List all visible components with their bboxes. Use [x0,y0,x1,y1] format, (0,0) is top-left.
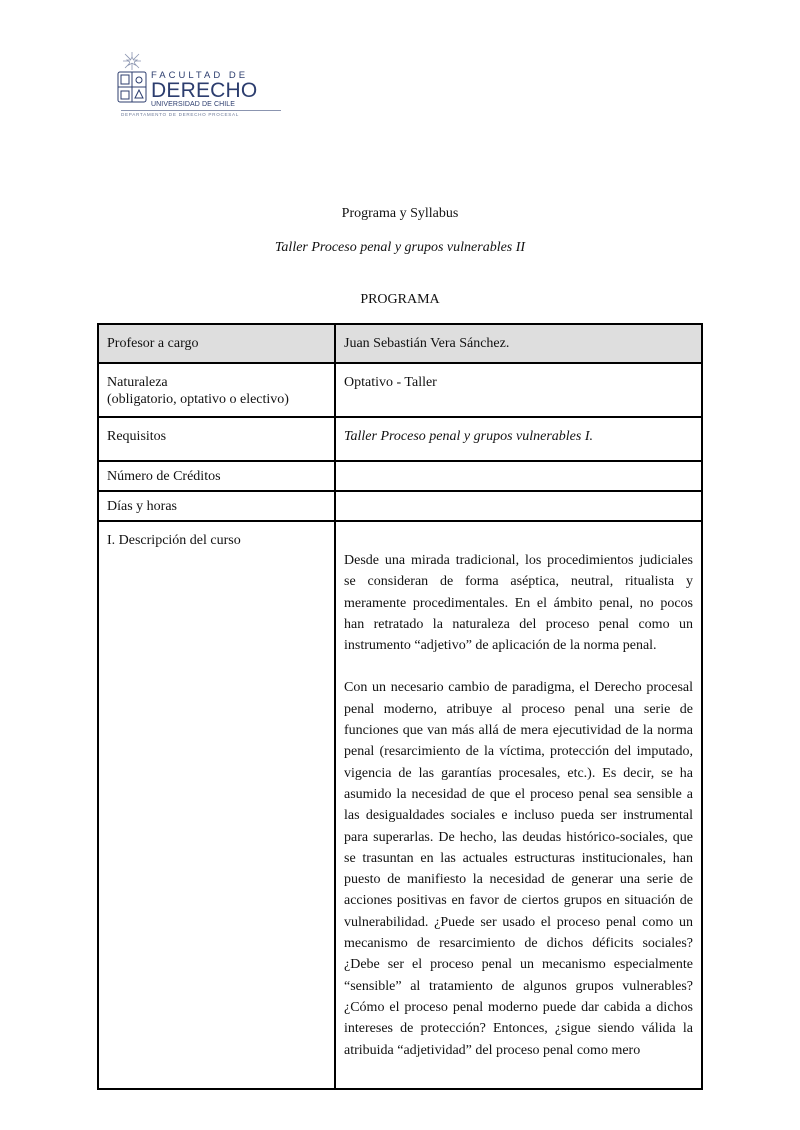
schedule-label: Días y horas [98,491,335,521]
professor-value: Juan Sebastián Vera Sánchez. [335,324,702,363]
nature-label: Naturaleza [107,375,168,390]
logo-text [121,70,258,117]
description-value [335,521,702,1089]
logo-faculty-label: FACULTAD DE [151,70,249,81]
nature-label-cell [98,363,335,417]
professor-label: Profesor a cargo [98,324,335,363]
faculty-logo [115,50,275,120]
description-label: I. Descripción del curso [98,521,335,1089]
document-title: Programa y Syllabus [341,206,459,221]
credits-label: Número de Créditos [98,461,335,491]
table-row [98,461,702,491]
description-text [344,532,693,1061]
requirements-label: Requisitos [98,417,335,461]
table-row [98,324,702,363]
description-paragraph: Desde una mirada tradicional, los procedimientos judiciales se consideran de forma aséptica, neutral, ritualista y meramente procedimentales. En el ámbito penal, no pocos han retratado la naturaleza del proceso penal como un instrumento “adjetivo” de aplicación de la norma penal. [344,553,693,654]
credits-value [335,461,702,491]
university-crest-icon [115,50,149,116]
table-row [98,417,702,461]
course-title: Taller Proceso penal y grupos vulnerables II [274,240,526,255]
program-table [97,323,703,1090]
nature-label-hint: (obligatorio, optativo o electivo) [107,392,289,407]
table-row [98,363,702,417]
requirements-value: Taller Proceso penal y grupos vulnerables I. [335,417,702,461]
logo-department-name: DEPARTAMENTO DE DERECHO PROCESAL [121,110,281,117]
table-row [98,491,702,521]
table-row [98,521,702,1089]
logo-university-name: UNIVERSIDAD DE CHILE [151,101,236,108]
schedule-value [335,491,702,521]
nature-value: Optativo - Taller [335,363,702,417]
description-paragraph: Con un necesario cambio de paradigma, el Derecho procesal penal moderno, atribuye al proceso penal una serie de funciones que van más allá de mera ejecutividad de la norma penal (resarcimiento de la víctima, protección del imputado, vigencia de las garantías procesales, etc.). Es decir, se ha asumido la necesidad de que el proceso penal sea sensible a las desigualdades sociales e incluso pueda ser instrumental para superarlas. De hecho, las deudas histórico-sociales, que se trasuntan en las actuales estructuras institucionales, han puesto de manifiesto la necesidad de generar una serie de acciones positivas en favor de ciertos grupos en situación de vulnerabilidad. ¿Puede ser usado el proceso penal como un mecanismo de resarcimiento de dichos déficits sociales? ¿Debe ser el proceso penal un mecanismo especialmente “sensible” al tratamiento de algunos grupos vulnerables? ¿Cómo el proceso penal moderno puede dar cabida a dichos intereses de protección? Entonces, ¿sigue siendo válida la atribuida “adjetividad” del proceso penal como mero [344,680,693,1058]
logo-faculty-name: DERECHO [151,79,258,102]
section-heading: PROGRAMA [360,292,440,307]
